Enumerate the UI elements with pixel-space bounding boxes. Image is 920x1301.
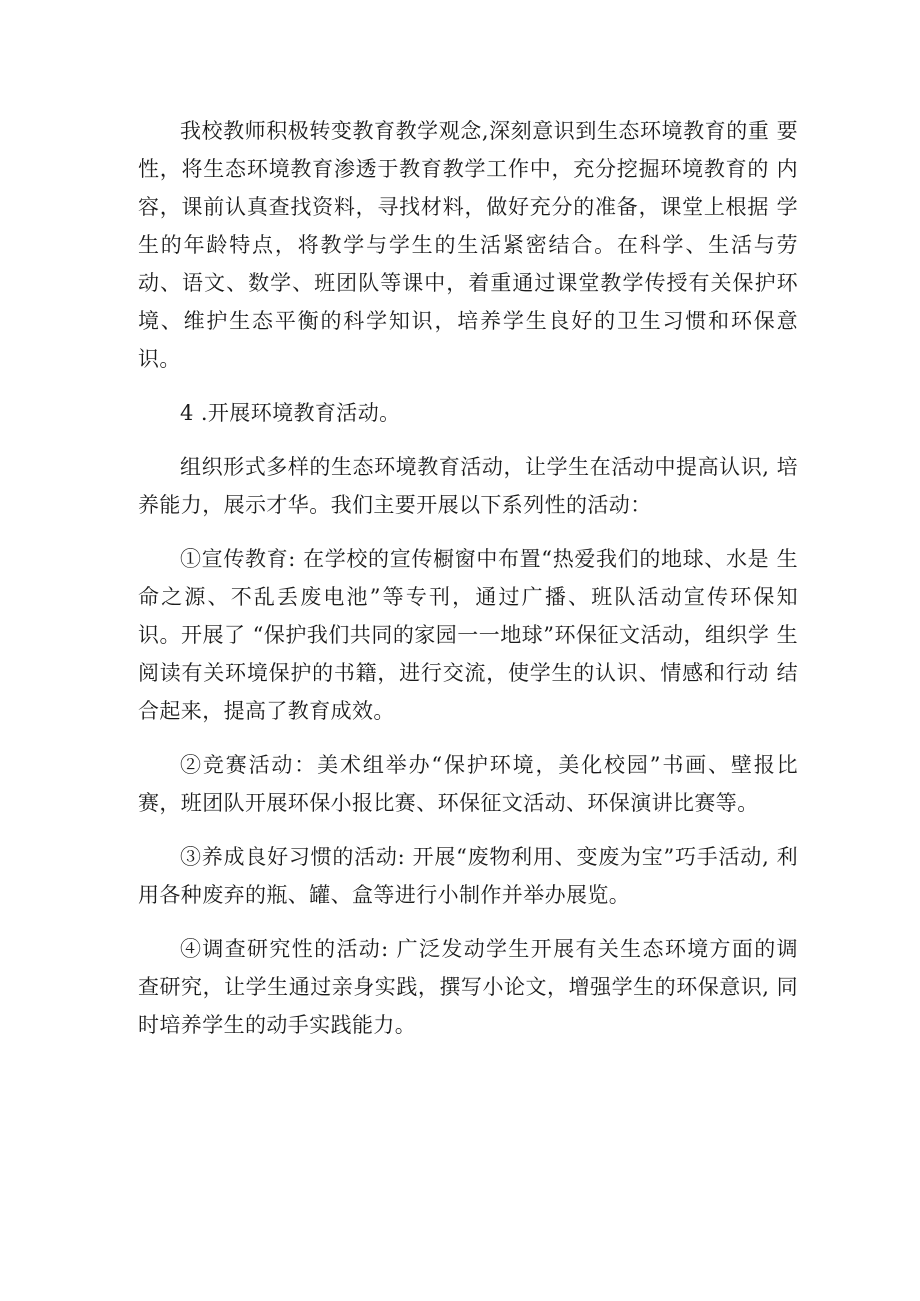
paragraph-teacher-education: 我校教师积极转变教育教学观念,深刻意识到生态环境教育的重 要性，将生态环境教育渗透于教育教学工作中，充分挖掘环境教育的 内容，课前认真查找资料，寻找材料，做好充分的准备，课堂上根据 学生的年龄特点，将教学与学生的生活紧密结合。在科学、生活与劳 动、语文、数学、班团队等课中，着重通过课堂教学传授有关保护环 境、维护生态平衡的科学知识，培养学生良好的卫生习惯和环保意识。 [138, 119, 798, 371]
paragraph-activities-intro: 组织形式多样的生态环境教育活动，让学生在活动中提高认识, 培养能力，展示才华。我们主要开展以下系列性的活动： [138, 455, 798, 517]
paragraph-research: ④调查研究性的活动: 广泛发动学生开展有关生态环境方面的调 查研究，让学生通过亲身实践，撰写小论文，增强学生的环保意识, 同时培养学生的动手实践能力。 [138, 937, 798, 1037]
paragraph-competition: ②竞赛活动：美术组举办“保护环境，美化校园”书画、壁报比 赛，班团队开展环保小报比赛、环保征文活动、环保演讲比赛等。 [138, 753, 798, 815]
paragraph-good-habits: ③养成良好习惯的活动: 开展“废物利用、变废为宝”巧手活动, 利用各种废弃的瓶、罐、盒等进行小制作并举办展览。 [138, 845, 798, 907]
section-heading-activities: 4 .开展环境教育活动。 [180, 401, 401, 425]
document-body [138, 112, 798, 1060]
paragraph-publicity-education: ①宣传教育: 在学校的宣传橱窗中布置“热爱我们的地球、水是 生命之源、不乱丢废电池”等专刊，通过广播、班队活动宣传环保知 识。开展了 “保护我们共同的家园一一地球”环保征文活动，组织学 生阅读有关环境保护的书籍，进行交流，使学生的认识、情感和行动 结合起来，提高了教育成效。 [138, 547, 798, 723]
